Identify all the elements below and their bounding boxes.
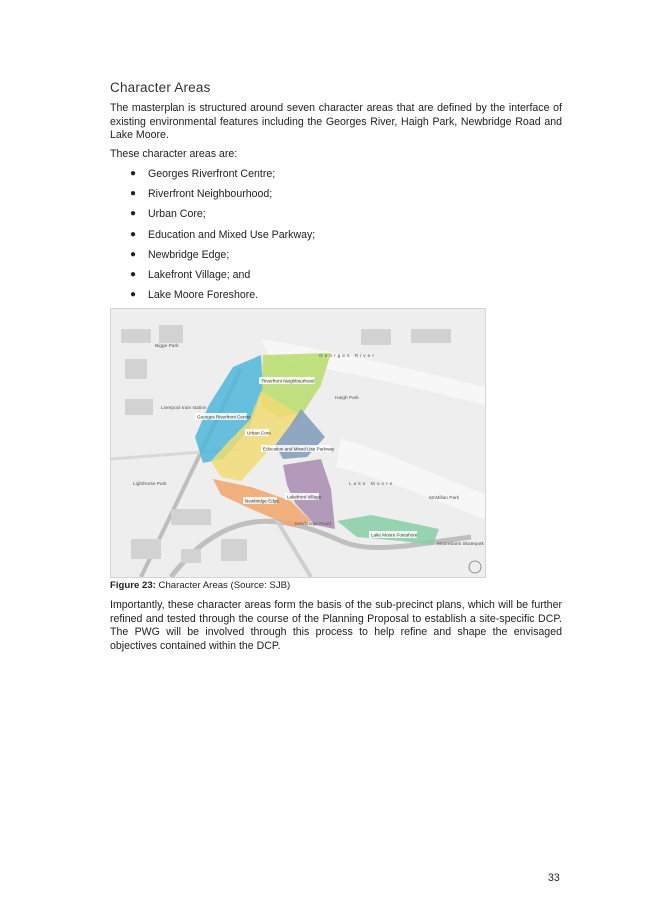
figure-caption	[110, 580, 290, 591]
list-item-text: Georges Riverfront Centre;	[148, 168, 276, 180]
bullet-icon: ●	[130, 168, 137, 179]
place-label: Newbridge Road	[295, 522, 331, 527]
place-label: Liverpool train station	[161, 406, 207, 411]
place-label: Lake Moore	[349, 482, 395, 487]
place-label: Haigh Park	[335, 396, 359, 401]
bullet-icon: ●	[130, 208, 137, 220]
list-item	[110, 187, 540, 207]
conclusion-paragraph: Importantly, these character areas form the basis of the sub-precinct plans, which will be further refined and tested through the course of the Planning Proposal to establish a site-specific DCP. The PWG will be involved through this process to help refine and shape the envisaged objectives contained within the DCP.	[110, 599, 562, 652]
place-label: Moorebank Skatepark	[437, 542, 484, 547]
place-label: Bigge Park	[155, 344, 179, 349]
zone-label: Lake Moore Foreshore	[371, 532, 418, 538]
list-item	[110, 268, 540, 288]
place-label: McMillan Park	[429, 496, 460, 501]
list-item-text: Lake Moore Foreshore.	[148, 289, 259, 302]
place-label: Georges River	[319, 354, 376, 359]
map-figure	[111, 309, 485, 577]
place-label: Lighthorse Park	[133, 482, 167, 487]
list-item-text: Riverfront Neighbourhood;	[148, 188, 273, 201]
zone-label: Lakefront Village	[287, 494, 322, 500]
list-intro: These character areas are:	[110, 148, 238, 160]
figure-caption-text: Character Areas (Source: SJB)	[155, 580, 291, 591]
zone-label: Newbridge Edge	[245, 498, 279, 504]
section-heading: Character Areas	[110, 80, 211, 95]
bullet-icon: ●	[130, 248, 137, 260]
list-item-text: Lakefront Village; and	[148, 268, 251, 281]
zone-label: Education and Mixed Use Parkway	[263, 446, 335, 452]
list-item-text: Urban Core;	[148, 208, 206, 221]
page-number: 33	[548, 872, 560, 884]
intro-paragraph: The masterplan is structured around seven character areas that are defined by the interface of existing environmental features including the Georges River, Haigh Park, Newbridge Road and Lake Moore.	[110, 102, 562, 142]
bullet-icon: ●	[130, 228, 137, 240]
figure-label: Figure 23:	[110, 580, 156, 591]
list-item	[110, 248, 540, 268]
zone-label: Urban Core	[247, 430, 271, 436]
character-areas-map	[110, 308, 486, 578]
list-item	[110, 288, 540, 308]
bullet-icon: ●	[130, 268, 137, 280]
zone-label: Riverfront Neighbourhood	[262, 378, 315, 384]
bullet-icon: ●	[130, 188, 137, 200]
bullet-icon: ●	[130, 289, 137, 301]
character-areas-list	[110, 167, 540, 308]
list-item-text: Education and Mixed Use Parkway;	[148, 228, 316, 241]
list-item	[110, 167, 540, 187]
list-item	[110, 228, 540, 248]
list-item	[110, 207, 540, 227]
zone-label: Georges Riverfront Centre	[197, 414, 251, 420]
list-item-text: Newbridge Edge;	[148, 248, 230, 261]
